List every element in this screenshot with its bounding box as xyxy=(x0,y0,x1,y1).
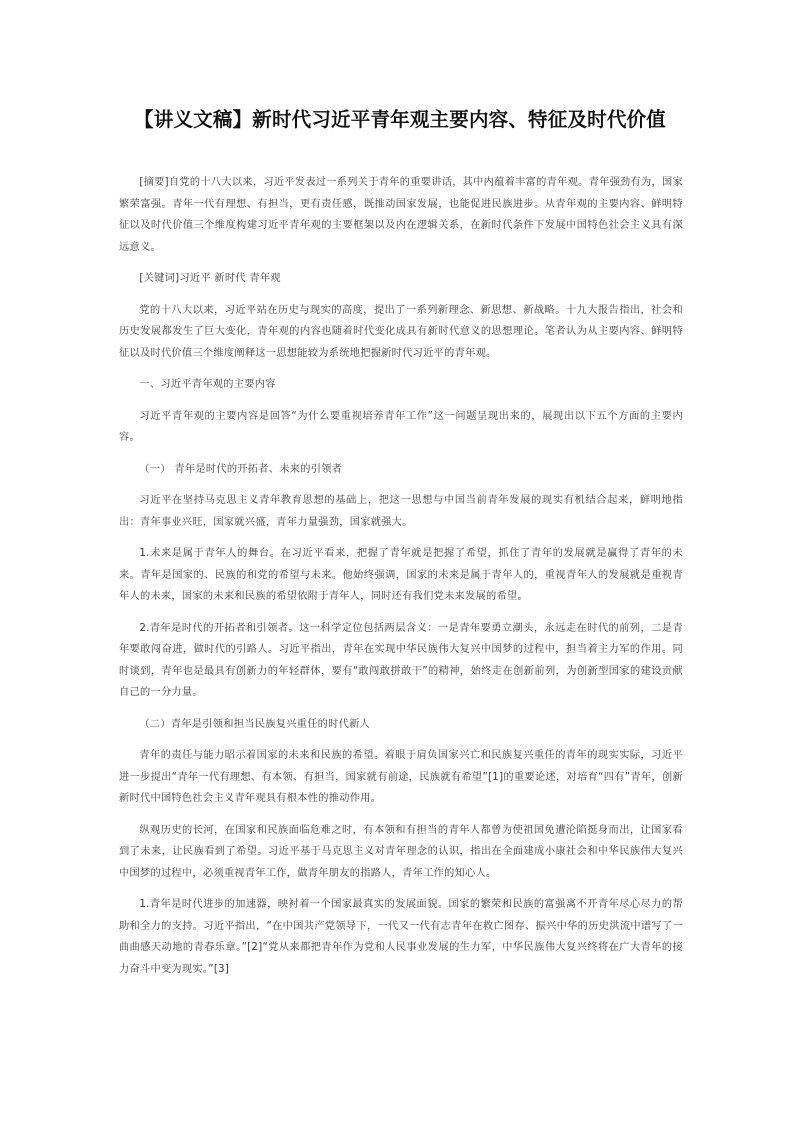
body-paragraph: 习近平青年观的主要内容是回答“为什么要重视培养青年工作”这一问题呈现出来的，展现出以下五个方面的主要内容。 xyxy=(119,410,683,443)
body-paragraph: 纵观历史的长河，在国家和民族面临危难之时，有本领和有担当的青年人都曾为使祖国免遭沦陷挺身而出，让国家看到了未来，让民族看到了希望。习近平基于马克思主义对青年理念的认识，指出在全面建成小康社会和中华民族伟大复兴中国梦的过程中，必须重视青年工作，做青年朋友的指路人，青年工作的知心人。 xyxy=(119,824,683,879)
section-heading: 一、习近平青年观的主要内容 xyxy=(139,379,276,390)
document-body xyxy=(119,172,683,990)
subsection-heading: （二）青年是引领和担当民族复兴重任的时代新人 xyxy=(139,718,371,730)
page-title: 【讲义文稿】新时代习近平青年观主要内容、特征及时代价值 xyxy=(134,108,666,131)
body-paragraph: 党的十八大以来，习近平站在历史与现实的高度，提出了一系列新理念、新思想、新战略。十九大报告指出，社会和历史发展都发生了巨大变化，青年观的内容也随着时代变化成具有新时代意义的思想理论。笔者认为从主要内容、鲜明特征以及时代价值三个维度阐释这一思想能较为系统地把握新时代习近平的青年观。 xyxy=(119,304,683,359)
body-paragraph: 1.青年是时代进步的加速器，映衬着一个国家最真实的发展面貌。国家的繁荣和民族的富强离不开青年尽心尽力的帮助和全力的支持。习近平指出，“在中国共产党领导下，一代又一代有志青年在救亡图存、振兴中华的历史洪流中谱写了一曲曲感天动地的青春乐章。”[2]“党从来都把青年作为党和人民事业发展的生力军，中华民族伟大复兴终将在广大青年的接力奋斗中变为现实。”[3] xyxy=(119,899,683,975)
body-paragraph: 1.未来是属于青年人的舞台。在习近平看来，把握了青年就是把握了希望，抓住了青年的发展就是赢得了青年的未来。青年是国家的、民族的和党的希望与未来。他始终强调，国家的未来是属于青年人的，重视青年人的发展就是重视青年人的未来，国家的未来和民族的希望依附于青年人，同时还有我们党未来发展的希望。 xyxy=(119,548,683,602)
keywords-paragraph: [关键词]习近平 新时代 青年观 xyxy=(139,273,281,284)
body-paragraph: 2.青年是时代的开拓者和引领者。这一科学定位包括两层含义：一是青年要勇立潮头，永远走在时代的前列，二是青年要敢闯奋进，做时代的引路人。习近平指出，青年在实现中华民族伟大复兴中国梦的过程中，担当着主力军的作用。同时谈到，青年也是最具有创新力的年轻群体，要有“敢闯敢拼敢干”的精神，始终走在创新前列，为创新型国家的建设贡献自己的一分力量。 xyxy=(119,622,683,698)
subsection-heading: （一） 青年是时代的开拓者、未来的引领者 xyxy=(139,463,343,475)
body-paragraph: 青年的责任与能力昭示着国家的未来和民族的希望。着眼于肩负国家兴亡和民族复兴重任的青年的现实实际，习近平进一步提出“青年一代有理想、有本领、有担当，国家就有前途，民族就有希望”[1]的重要论述，对培育“四有”青年，创新新时代中国特色社会主义青年观具有根本性的推动作用。 xyxy=(119,750,683,804)
body-paragraph: 习近平在坚持马克思主义青年教育思想的基础上，把这一思想与中国当前青年发展的现实有机结合起来，鲜明地指出：青年事业兴旺，国家就兴盛，青年力量强劲，国家就强大。 xyxy=(119,495,683,528)
abstract-paragraph: [摘要]自党的十八大以来，习近平发表过一系列关于青年的重要讲话，其中内蕴着丰富的青年观。青年强劲有为，国家繁荣富强。青年一代有理想、有担当，更有责任感，既推动国家发展，也能促进民族进步。从青年观的主要内容、鲜明特征以及时代价值三个维度构建习近平青年观的主要框架以及内在逻辑关系，在新时代条件下发展中国特色社会主义具有深远意义。 xyxy=(119,177,683,253)
